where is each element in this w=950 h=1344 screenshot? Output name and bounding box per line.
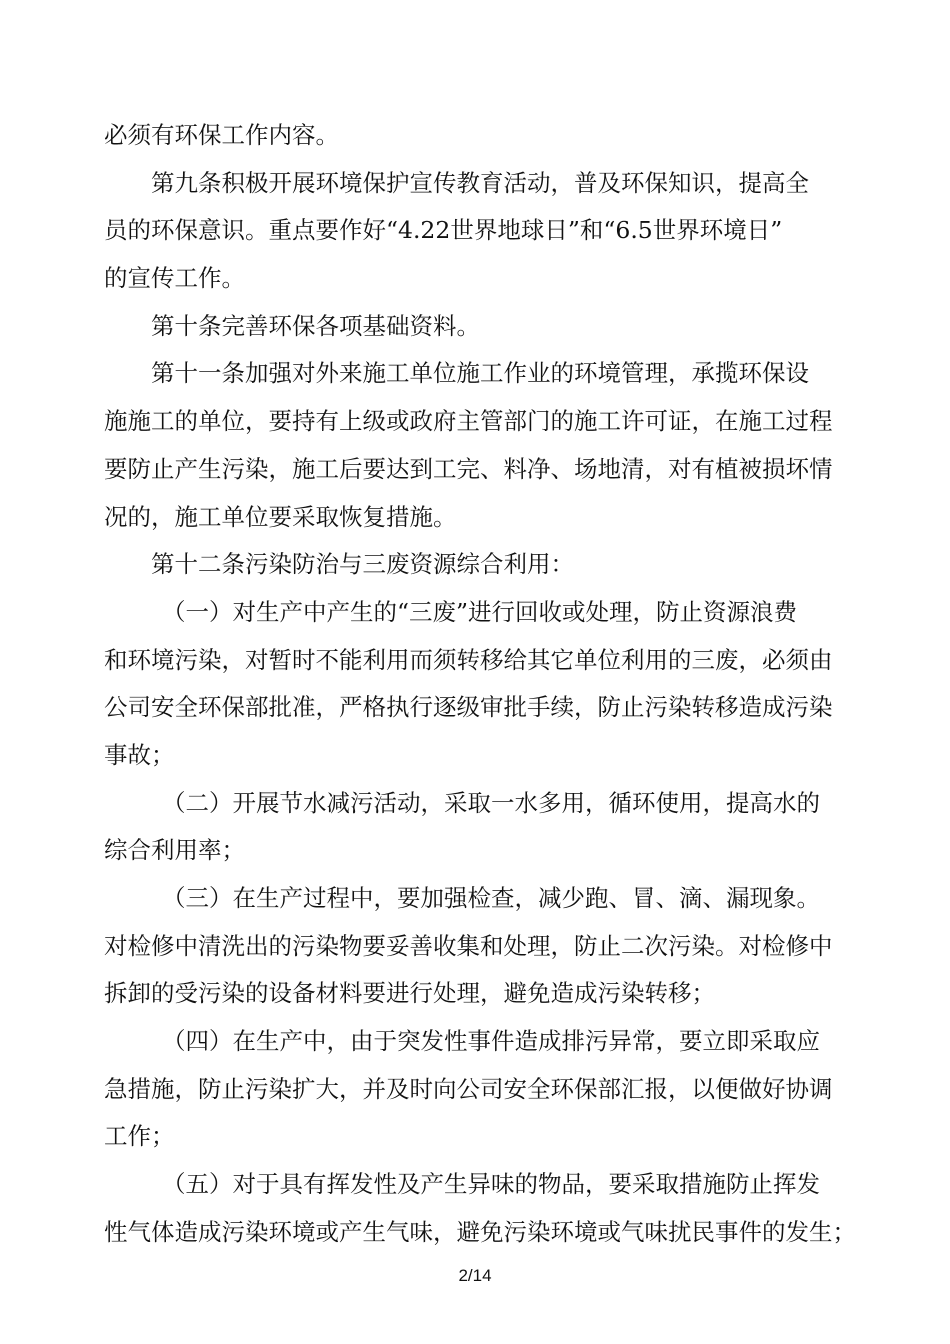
text-line: 和环境污染，对暂时不能利用而须转移给其它单位利用的三废，必须由 bbox=[104, 645, 833, 674]
text-line: 第十一条加强对外来施工单位施工作业的环境管理，承揽环保设 bbox=[151, 359, 809, 388]
text-line: （一）对生产中产生的“三废”进行回收或处理，防止资源浪费 bbox=[162, 597, 798, 626]
text-line: 的宣传工作。 bbox=[104, 264, 245, 293]
text-line: 况的，施工单位要采取恢复措施。 bbox=[104, 502, 457, 531]
text-line: 第十二条污染防治与三废资源综合利用： bbox=[151, 550, 574, 579]
page-number: 2/14 bbox=[458, 1266, 492, 1285]
text-line: （四）在生产中，由于突发性事件造成排污异常，要立即采取应 bbox=[162, 1027, 820, 1056]
text-line: 事故； bbox=[104, 740, 175, 769]
text-line: 拆卸的受污染的设备材料要进行处理，避免造成污染转移； bbox=[104, 979, 715, 1008]
text-line: （五）对于具有挥发性及产生异味的物品，要采取措施防止挥发 bbox=[162, 1170, 820, 1199]
text-line: 第十条完善环保各项基础资料。 bbox=[151, 311, 480, 340]
text-line: 工作； bbox=[104, 1122, 175, 1151]
text-line: 公司安全环保部批准，严格执行逐级审批手续，防止污染转移造成污染 bbox=[104, 693, 833, 722]
text-line: 急措施，防止污染扩大，并及时向公司安全环保部汇报，以便做好协调 bbox=[104, 1074, 833, 1103]
text-line: 性气体造成污染环境或产生气味，避免污染环境或气味扰民事件的发生； bbox=[104, 1217, 856, 1246]
text-line: （二）开展节水减污活动，采取一水多用，循环使用，提高水的 bbox=[162, 788, 820, 817]
text-line: 必须有环保工作内容。 bbox=[104, 121, 339, 149]
text-line: 对检修中清洗出的污染物要妥善收集和处理，防止二次污染。对检修中 bbox=[104, 931, 833, 960]
text-line: （三）在生产过程中，要加强检查，减少跑、冒、滴、漏现象。 bbox=[162, 884, 820, 912]
text-line: 第九条积极开展环境保护宣传教育活动，普及环保知识，提高全 bbox=[151, 168, 809, 197]
text-line: 施施工的单位，要持有上级或政府主管部门的施工许可证，在施工过程 bbox=[104, 407, 833, 436]
text-line: 要防止产生污染，施工后要达到工完、料净、场地清，对有植被损坏情 bbox=[104, 454, 833, 483]
text-line: 员的环保意识。重点要作好“4.22世界地球日”和“6.5世界环境日” bbox=[104, 216, 783, 245]
document-body bbox=[104, 112, 856, 1257]
text-line: 综合利用率； bbox=[104, 836, 245, 865]
